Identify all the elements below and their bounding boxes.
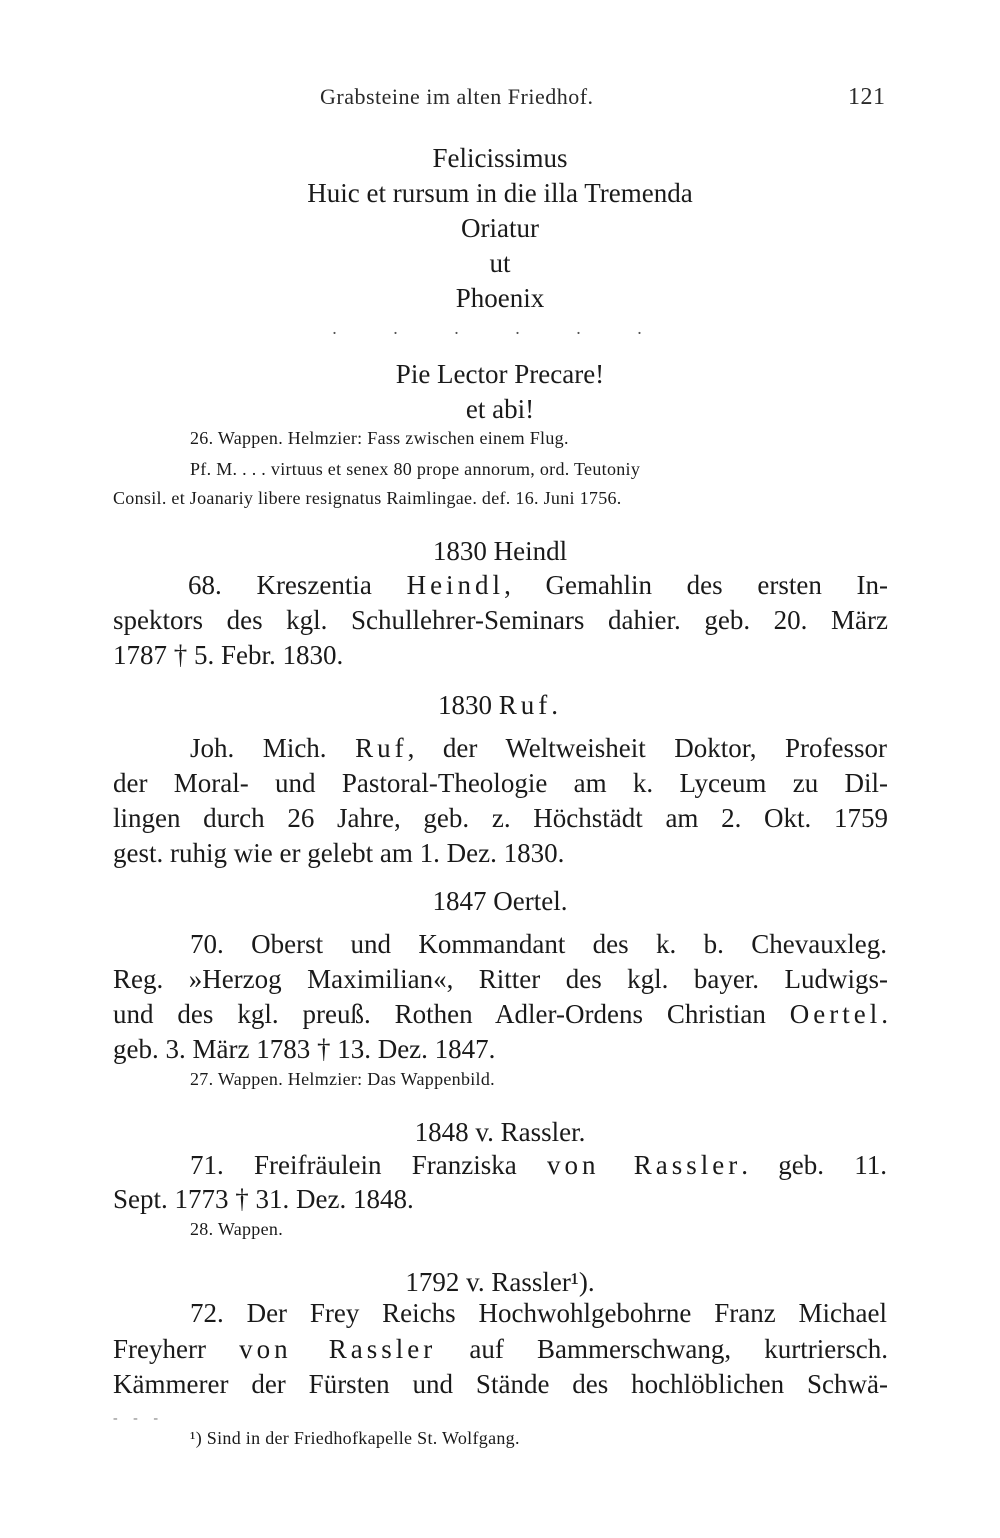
heading-year: 1830 — [438, 690, 499, 720]
entry-68-line: 1787 † 5. Febr. 1830. — [113, 640, 344, 670]
entry-text: , Gemahlin des ersten In- — [504, 570, 889, 600]
heading-name: Ruf. — [498, 690, 562, 720]
note-28: 28. Wappen. — [190, 1219, 284, 1239]
ruf-line: gest. ruhig wie er gelebt am 1. Dez. 1830. — [113, 838, 565, 868]
entry-text: . geb. 11. — [741, 1150, 888, 1180]
footnote: ¹) Sind in der Friedhofkapelle St. Wolfgang. — [190, 1428, 520, 1448]
entry-heading: 1830 Heindl — [432, 536, 568, 566]
entry-text: , der Weltweisheit Doktor, Professor — [407, 733, 887, 763]
surname: Heindl — [406, 570, 505, 600]
note-27: 27. Wappen. Helmzier: Das Wappenbild. — [190, 1069, 495, 1089]
surname: Oertel — [789, 999, 882, 1029]
entry-71-line — [190, 1150, 887, 1181]
entry-heading — [0, 690, 1000, 721]
entry-71-line: Sept. 1773 † 31. Dez. 1848. — [113, 1184, 414, 1214]
entry-heading: 1792 v. Rassler¹). — [405, 1267, 595, 1297]
page-number: 121 — [848, 84, 886, 110]
entry-heading: 1848 v. Rassler. — [414, 1117, 586, 1147]
entry-70-line: Reg. »Herzog Maximilian«, Ritter des kgl. bayer. Ludwigs- — [113, 964, 888, 994]
epitaph-line: Felicissimus — [432, 143, 568, 173]
entry-text: auf Bammerschwang, kurtriersch. — [436, 1334, 888, 1364]
surname: von Rassler — [239, 1334, 437, 1364]
entry-68-line: spektors des kgl. Schullehrer-Seminars dahier. geb. 20. März — [113, 605, 888, 635]
surname: von Rassler — [546, 1150, 742, 1180]
entry-heading: 1847 Oertel. — [432, 886, 568, 916]
note-26-line: Consil. et Joanariy libere resignatus Raimlingae. def. 16. Juni 1756. — [113, 488, 622, 508]
note-26-line: Pf. M. . . . virtuus et senex 80 prope annorum, ord. Teutoniy — [190, 459, 641, 479]
entry-70-line: 70. Oberst und Kommandant des k. b. Chevauxleg. — [190, 929, 887, 959]
footnote-separator: - - - — [113, 1411, 164, 1426]
epitaph-dots: . . . . . . — [332, 318, 668, 338]
running-title: Grabsteine im alten Friedhof. — [320, 84, 594, 109]
entry-text: Freyherr — [113, 1334, 240, 1364]
entry-68-line — [113, 570, 888, 601]
entry-72-line — [113, 1334, 888, 1365]
ruf-line: lingen durch 26 Jahre, geb. z. Höchstädt am 2. Okt. 1759 — [113, 803, 888, 833]
epitaph-line: Phoenix — [455, 283, 545, 313]
entry-70-line — [113, 999, 888, 1030]
entry-number-text: 68. Kreszentia — [188, 570, 407, 600]
entry-70-line: geb. 3. März 1783 † 13. Dez. 1847. — [113, 1034, 496, 1064]
entry-72-line: 72. Der Frey Reichs Hochwohlgebohrne Franz Michael — [190, 1298, 887, 1328]
note-26: 26. Wappen. Helmzier: Fass zwischen einem Flug. — [190, 428, 569, 448]
entry-text: 71. Freifräulein Franziska — [190, 1150, 547, 1180]
entry-text: . — [881, 999, 888, 1029]
epitaph-line: ut — [489, 248, 511, 278]
entry-72-line: Kämmerer der Fürsten und Stände des hochlöblichen Schwä- — [113, 1369, 888, 1399]
epitaph-line: Huic et rursum in die illa Tremenda — [307, 178, 693, 208]
ruf-line — [190, 733, 887, 764]
entry-text: und des kgl. preuß. Rothen Adler-Ordens Christian — [113, 999, 790, 1029]
epitaph-line: Pie Lector Precare! — [395, 359, 605, 389]
epitaph-line: et abi! — [465, 394, 535, 424]
surname: Ruf — [355, 733, 408, 763]
ruf-line: der Moral- und Pastoral-Theologie am k. Lyceum zu Dil- — [113, 768, 888, 798]
epitaph-line: Oriatur — [461, 213, 539, 243]
entry-text: Joh. Mich. — [190, 733, 356, 763]
